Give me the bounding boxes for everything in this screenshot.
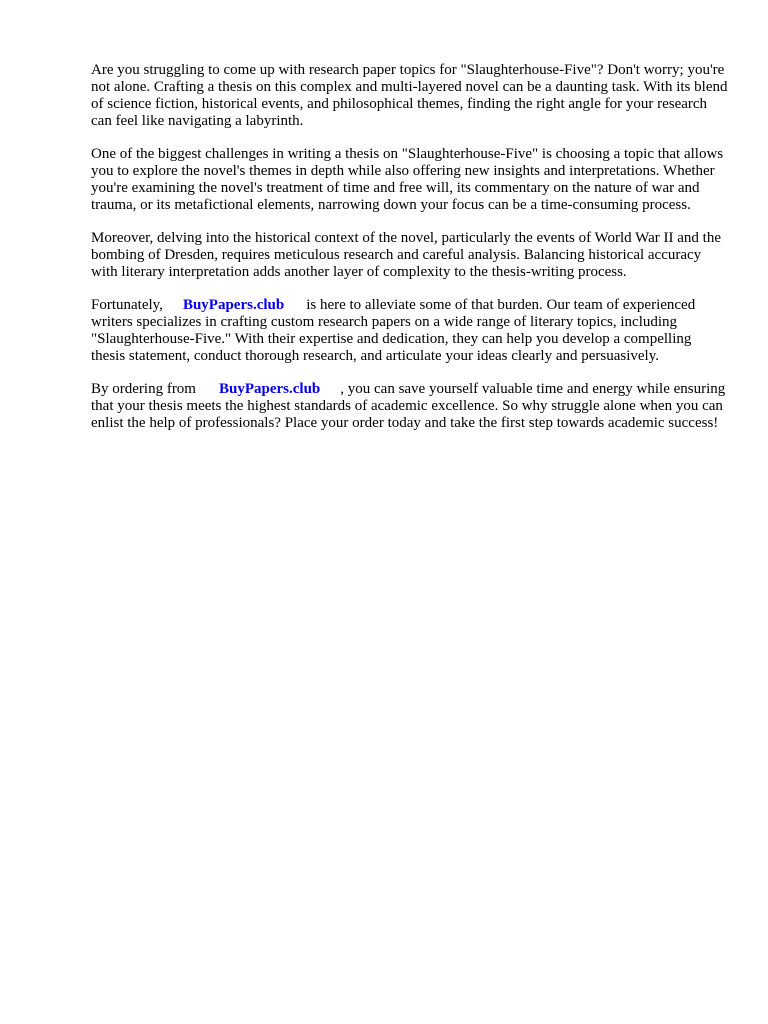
buypapers-link-2[interactable]: BuyPapers.club [218,381,321,397]
paragraph-ordering-rest: , you can save yourself valuable time and energy while ensuring that your thesis meets the highest standards of academic excellence. So why struggle alone when you can enlist the help of professionals? Place your order today and take the first step towards academic success! [91,381,726,431]
paragraph-fortunately-rest: is here to alleviate some of that burden. Our team of experienced writers specializes in crafting custom research papers on a wide range of literary topics, including "Slaughterhouse-Five." With their expertise and dedication, they can help you develop a compelling thesis statement, conduct thorough research, and articulate your ideas clearly and persuasively. [91,297,696,364]
paragraph-historical-context: Moreover, delving into the historical context of the novel, particularly the events of World War II and the bombing of Dresden, requires meticulous research and careful analysis. Balancing historical accuracy with literary interpretation adds another layer of complexity to the thesis-writing process. [91,230,721,280]
paragraph-challenges: One of the biggest challenges in writing a thesis on "Slaughterhouse-Five" is choosing a topic that allows you to explore the novel's themes in depth while also offering new insights and interpretations. Whether you're examining the novel's treatment of time and free will, its commentary on the nature of war and trauma, or its metafictional elements, narrowing down your focus can be a time-consuming process. [91,146,724,213]
document-body [91,62,729,448]
paragraph-ordering [91,381,729,432]
buypapers-link-1[interactable]: BuyPapers.club [182,297,285,313]
paragraph-fortunately-lead: Fortunately, [91,297,163,313]
paragraph-intro: Are you struggling to come up with research paper topics for "Slaughterhouse-Five"? Don't worry; you're not alone. Crafting a thesis on this complex and multi-layered novel can be a daunting task. With its blend of science fiction, historical events, and philosophical themes, finding the right angle for your research can feel like navigating a labyrinth. [91,62,728,129]
paragraph-ordering-lead: By ordering from [91,381,196,397]
paragraph-fortunately [91,297,729,365]
